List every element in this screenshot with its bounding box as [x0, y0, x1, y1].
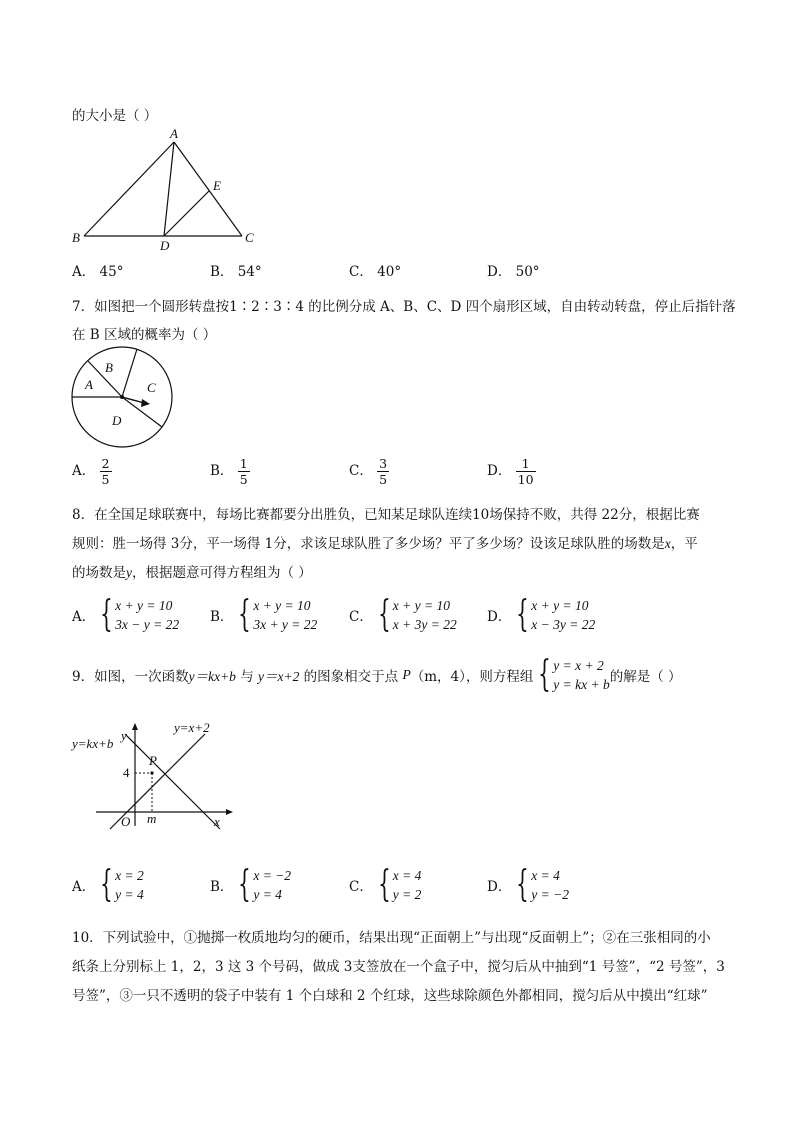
q6-option-c: C． 40°: [349, 264, 402, 280]
q7-spinner-figure: [70, 344, 176, 450]
q9-option-d: D． { x = 4 y = −2: [487, 864, 569, 905]
q6-text: 的大小是（ ）: [72, 108, 158, 124]
origin-label: O: [121, 814, 131, 829]
q7-option-b: B． $\frac{1}{5}$: [210, 456, 248, 487]
q6-option-a: A． 45°: [72, 264, 124, 280]
sector-label-D: D: [112, 413, 122, 428]
q8-option-d: D． { x + y = 10 x − 3y = 22: [487, 594, 596, 635]
q10-line2: 纸条上分别标上 1，2，3 这 3 个号码，做成 3支签放在一个盒子中，搅匀后从中抽到“1 号签”，“2 号签”，3: [72, 959, 725, 975]
label-A: A: [170, 126, 178, 141]
q6-option-d: D． 50°: [487, 264, 540, 280]
label-C: C: [245, 230, 254, 245]
q8-option-a: A． { x + y = 10 3x − y = 22: [72, 594, 180, 635]
line-label-y-kx-b: y=kx+b: [72, 736, 114, 751]
q6-triangle-figure: [66, 124, 266, 250]
four-label: 4: [123, 765, 130, 780]
q9-option-b: B． { x = −2 y = 4: [210, 864, 292, 905]
q8-line2: 规则：胜一场得 3分，平一场得 1分，求该足球队胜了多少场？平了多少场？设该足球队胜的场数是x，平: [72, 536, 698, 552]
label-B: B: [72, 230, 80, 245]
q9-line: 9．如图，一次函数y＝kx+b 与 y＝x+2 的图象相交于点 P（m，4），则方程组 { y = x + 2 y = kx + b 的解是（ ）: [72, 654, 682, 695]
q7-option-a: A． $\frac{2}{5}$: [72, 456, 110, 487]
q9-option-c: C． { x = 4 y = 2: [349, 864, 422, 905]
q7-line2: 在 B 区域的概率为（ ）: [72, 327, 217, 343]
q10-line3: 号签”，③一只不透明的袋子中装有 1 个白球和 2 个红球，这些球除颜色外都相同，搅匀后从中摸出“红球”: [72, 988, 708, 1004]
q10-line1: 10．下列试验中，①抛掷一枚质地均匀的硬币，结果出现“正面朝上”与出现“反面朝上”；②在三张相同的小: [72, 930, 711, 946]
q7-option-d: D． $\frac{1}{10}$: [487, 456, 534, 487]
line-label-y-x-2: y=x+2: [174, 720, 210, 735]
q7-option-c: C． $\frac{3}{5}$: [349, 456, 388, 487]
q9-option-a: A． { x = 2 y = 4: [72, 864, 144, 905]
q8-line3: 的场数是y，根据题意可得方程组为（ ）: [72, 565, 312, 581]
point-P-label: P: [149, 753, 157, 768]
label-D: D: [160, 238, 170, 250]
sector-label-C: C: [147, 380, 156, 395]
q8-option-c: C． { x + y = 10 x + 3y = 22: [349, 594, 457, 635]
axis-label-x: x: [214, 814, 220, 829]
q8-line1: 8．在全国足球联赛中，每场比赛都要分出胜负，已知某足球队连续10场保持不败，共得 22分，根据比赛: [72, 507, 700, 523]
q6-option-b: B． 54°: [210, 264, 262, 280]
sector-label-A: A: [85, 377, 93, 392]
m-label: m: [147, 811, 157, 826]
q7-line1: 7．如图把一个圆形转盘按1∶2∶3∶4 的比例分成 A、B、C、D 四个扇形区域，自由转动转盘，停止后指针落: [72, 299, 736, 315]
label-E: E: [213, 178, 221, 193]
q9-graph-figure: [70, 716, 240, 832]
q8-option-b: B． { x + y = 10 3x + y = 22: [210, 594, 318, 635]
sector-label-B: B: [105, 360, 113, 375]
axis-label-y: y: [121, 728, 127, 743]
